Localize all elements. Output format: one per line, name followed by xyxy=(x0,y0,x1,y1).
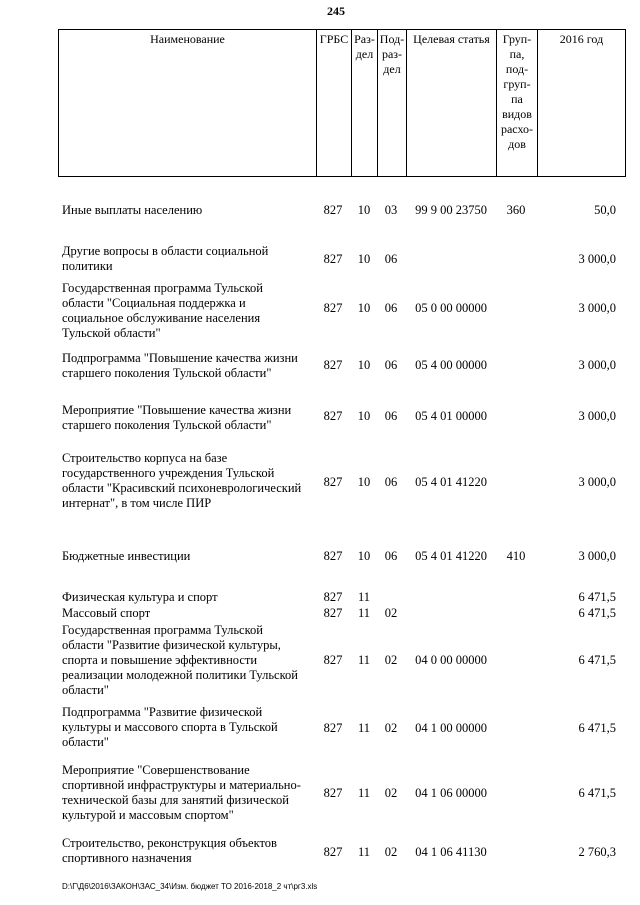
row-grbs: 827 xyxy=(323,252,343,266)
row-podrazdel: 02 xyxy=(384,786,398,800)
row-podrazdel: 03 xyxy=(384,203,398,217)
row-grbs: 827 xyxy=(323,203,343,217)
row-amount: 6 471,5 xyxy=(578,590,616,604)
row-amount: 2 760,3 xyxy=(578,845,616,859)
row-podrazdel: 02 xyxy=(384,606,398,620)
row-cs: 05 4 01 41220 xyxy=(415,549,487,563)
row-cs: 04 1 00 00000 xyxy=(415,721,487,735)
row-amount: 6 471,5 xyxy=(578,721,616,735)
row-razdel: 10 xyxy=(357,358,371,372)
header-grbs-label: ГРБС xyxy=(319,32,349,46)
row-name: Государственная программа Тульской области "Развитие физической культуры, спорта и повышение эффективности реализации молодежной политики Тульской области" xyxy=(62,623,298,697)
row-name: Бюджетные инвестиции xyxy=(62,549,191,563)
row-grbs: 827 xyxy=(323,590,343,604)
row-grbs: 827 xyxy=(323,301,343,315)
row-name: Строительство, реконструкция объектов спортивного назначения xyxy=(62,836,277,865)
row-name: Подпрограмма "Повышение качества жизни старшего поколения Тульской области" xyxy=(62,351,298,380)
row-grbs: 827 xyxy=(323,653,343,667)
row-razdel: 11 xyxy=(357,590,371,604)
row-razdel: 10 xyxy=(357,252,371,266)
row-cs: 05 4 01 41220 xyxy=(415,475,487,489)
row-razdel: 11 xyxy=(357,606,371,620)
row-amount: 3 000,0 xyxy=(578,475,616,489)
row-podrazdel: 06 xyxy=(384,301,398,315)
row-podrazdel: 02 xyxy=(384,653,398,667)
row-amount: 50,0 xyxy=(594,203,616,217)
row-name: Другие вопросы в области социальной политики xyxy=(62,244,269,273)
row-podrazdel: 06 xyxy=(384,549,398,563)
page-number: 245 xyxy=(327,4,345,18)
row-razdel: 10 xyxy=(357,409,371,423)
row-podrazdel: 06 xyxy=(384,475,398,489)
row-podrazdel: 02 xyxy=(384,721,398,735)
header-year-label: 2016 год xyxy=(559,32,604,46)
row-group: 410 xyxy=(506,549,526,563)
row-cs: 04 1 06 00000 xyxy=(415,786,487,800)
row-podrazdel: 06 xyxy=(384,358,398,372)
row-amount: 3 000,0 xyxy=(578,358,616,372)
row-cs: 05 4 00 00000 xyxy=(415,358,487,372)
header-podrazdel-label: Под- раз- дел xyxy=(379,32,405,76)
row-name: Подпрограмма "Развитие физической культуры и массового спорта в Тульской области" xyxy=(62,705,278,749)
row-name: Физическая культура и спорт xyxy=(62,590,218,604)
row-razdel: 11 xyxy=(357,721,371,735)
row-group: 360 xyxy=(506,203,526,217)
row-razdel: 11 xyxy=(357,653,371,667)
row-name: Мероприятие "Совершенствование спортивной инфраструктуры и материально- технической базы для занятий физической культурой и массовым спортом" xyxy=(62,763,301,822)
row-grbs: 827 xyxy=(323,606,343,620)
header-razdel-label: Раз- дел xyxy=(354,32,375,61)
header-name-label: Наименование xyxy=(150,32,225,46)
row-cs: 04 0 00 00000 xyxy=(415,653,487,667)
row-amount: 3 000,0 xyxy=(578,252,616,266)
row-razdel: 11 xyxy=(357,786,371,800)
row-cs: 05 4 01 00000 xyxy=(415,409,487,423)
row-name: Мероприятие "Повышение качества жизни старшего поколения Тульской области" xyxy=(62,403,292,432)
row-amount: 6 471,5 xyxy=(578,786,616,800)
row-grbs: 827 xyxy=(323,845,343,859)
row-name: Государственная программа Тульской области "Социальная поддержка и социальное обслуживание населения Тульской области" xyxy=(62,281,263,340)
row-razdel: 10 xyxy=(357,475,371,489)
row-grbs: 827 xyxy=(323,549,343,563)
row-grbs: 827 xyxy=(323,786,343,800)
file-path: D:\Г\Д6\2016\ЗАКОН\ЗАС_34\Изм. бюджет ТО 2016-2018_2 чт\рг3.xls xyxy=(62,882,318,891)
row-razdel: 10 xyxy=(357,203,371,217)
row-grbs: 827 xyxy=(323,409,343,423)
row-name: Иные выплаты населению xyxy=(62,203,203,217)
header-cs-label: Целевая статья xyxy=(413,32,490,46)
row-razdel: 10 xyxy=(357,549,371,563)
row-cs: 04 1 06 41130 xyxy=(415,845,487,859)
row-amount: 3 000,0 xyxy=(578,409,616,423)
row-grbs: 827 xyxy=(323,475,343,489)
row-name: Массовый спорт xyxy=(62,606,151,620)
row-name: Строительство корпуса на базе государственного учреждения Тульской области "Красивский психоневрологический интернат", в том числе ПИР xyxy=(62,451,302,510)
row-podrazdel: 02 xyxy=(384,845,398,859)
row-grbs: 827 xyxy=(323,358,343,372)
row-razdel: 10 xyxy=(357,301,371,315)
row-podrazdel: 06 xyxy=(384,409,398,423)
row-cs: 05 0 00 00000 xyxy=(415,301,487,315)
row-amount: 6 471,5 xyxy=(578,653,616,667)
row-podrazdel: 06 xyxy=(384,252,398,266)
row-grbs: 827 xyxy=(323,721,343,735)
row-amount: 3 000,0 xyxy=(578,549,616,563)
row-cs: 99 9 00 23750 xyxy=(415,203,487,217)
row-razdel: 11 xyxy=(357,845,371,859)
header-group-label: Груп- па, под- груп- па видов расхо- дов xyxy=(500,32,534,151)
row-amount: 6 471,5 xyxy=(578,606,616,620)
row-amount: 3 000,0 xyxy=(578,301,616,315)
